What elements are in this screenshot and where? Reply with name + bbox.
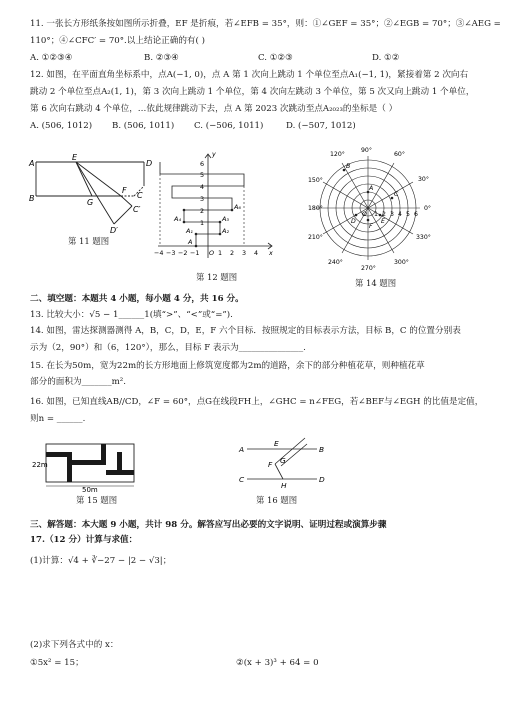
fig14-point-c: C (394, 191, 399, 198)
q11-line1: 11. 一张长方形纸条按如图所示折叠，EF 是折痕，若∠EFB = 35°，则：①∠GEF = 35°；②∠EGB = 70°；③∠AEG = (30, 19, 501, 29)
fig12-label-a4: A₄ (174, 215, 181, 223)
fig14-angle-120: 120° (330, 151, 345, 158)
q12-option-d: D. (−507, 1012) (286, 121, 356, 131)
q13-text: 13. 比较大小：√5 − 1______1(填“>”、“<”或“=”). (30, 310, 233, 320)
q12-option-c: C. (−506, 1011) (194, 121, 264, 131)
fig15-height-label: 22m (32, 461, 48, 469)
q15-line1: 15. 在长为50m，宽为22m的长方形地面上修筑宽度都为2m的道路，余下的部分种植花草，则种植花草 (30, 361, 425, 371)
fig16-label-c: C (239, 475, 245, 484)
q12-line1: 12. 如图，在平面直角坐标系中，点A(−1, 0)，点 A 第 1 次向上跳动 1 个单位至点A₁(−1, 1)，紧接着第 2 次向右 (30, 70, 469, 80)
fig12-ytick: 2 (200, 207, 205, 215)
fig14-angle-30: 30° (418, 176, 429, 183)
q17-part2a: ①5x² = 15； (30, 658, 84, 668)
fig12-ytick: 3 (200, 195, 205, 203)
fig12-xtick: 4 (254, 249, 259, 257)
fig12-diagram (152, 148, 277, 263)
q12-line2: 跳动 2 个单位至点A₂(1, 1)，第 3 次向上跳动 1 个单位，第 4 次向左跳动 3 个单位，第 5 次又向上跳动 1 个单位， (30, 87, 475, 97)
q15-line2: 部分的面积为_______m². (30, 377, 126, 387)
fig11-label-a: A (29, 159, 35, 168)
fig12-xtick: 3 (242, 249, 247, 257)
fig16-diagram (235, 436, 335, 494)
fig14-radius-3: 3 (390, 211, 394, 218)
fig14-angle-300: 300° (394, 259, 409, 266)
fig14-point-f: F (369, 223, 373, 230)
q17-title: 17.（12 分）计算与求值： (30, 535, 138, 545)
fig12-origin-label: O (209, 249, 215, 257)
fig16-label-a: A (239, 445, 245, 454)
fig14-angle-240: 240° (328, 259, 343, 266)
q16-line1: 16. 如图，已知直线AB//CD，∠F = 60°，点G在线段FH上，∠GHC = n∠FEG，若∠BEF与∠EGH 的比值是定值， (30, 397, 484, 407)
fig16-caption: 第 16 题图 (256, 495, 298, 505)
fig14-radar (308, 146, 438, 276)
fig11-caption: 第 11 题图 (68, 236, 110, 246)
fig12-ytick: 1 (200, 219, 205, 227)
fig11-diagram (28, 152, 158, 240)
fig14-point-b: B (346, 163, 351, 170)
q11-option-b: B. ②③④ (144, 53, 179, 63)
fig12-y-axis-label: y (212, 150, 216, 158)
fig11-label-c-prime: C′ (133, 205, 141, 214)
fig14-angle-330: 330° (416, 234, 431, 241)
fig12-label-a: A (188, 238, 193, 246)
fig16-label-d: D (319, 475, 325, 484)
fig14-radius-1: 1 (374, 211, 378, 218)
fig11-label-f: F (122, 186, 127, 195)
fig16-label-g: G (280, 456, 286, 465)
fig12-xtick: −2 (178, 249, 188, 257)
fig12-xtick: −1 (190, 249, 200, 257)
fig15-caption: 第 15 题图 (76, 495, 118, 505)
fig12-label-a3: A₃ (222, 215, 229, 223)
fig11-label-e: E (72, 153, 78, 162)
fig11-label-d: D (146, 159, 153, 168)
fig14-point-e: E (381, 218, 385, 225)
fig12-label-a2: A₂ (222, 227, 229, 235)
q11-option-d: D. ①② (372, 53, 400, 63)
fig14-caption: 第 14 题图 (355, 278, 397, 288)
fig14-radius-4: 4 (398, 211, 402, 218)
q11-option-c: C. ①②③ (258, 53, 293, 63)
fig16-label-e: E (274, 439, 279, 448)
q11-line2: 110°；④∠CFC′ = 70°.以上结论正确的有( ) (30, 36, 205, 46)
fig16-label-f: F (268, 460, 273, 469)
q17-part2b: ②(x + 3)³ + 64 = 0 (236, 658, 319, 668)
q17-part2: (2)求下列各式中的 x： (30, 640, 119, 650)
q12-line3: 第 6 次向右跳动 4 个单位，…依此规律跳动下去，点 A 第 2023 次跳动至点A₂₀₂₃的坐标是（ ） (30, 104, 398, 114)
q11-option-a: A. ①②③④ (30, 53, 73, 63)
q12-option-a: A. (506, 1012) (30, 121, 93, 131)
q12-option-b: B. (506, 1011) (112, 121, 175, 131)
section2-header: 二、填空题：本题共 4 小题，每小题 4 分，共 16 分。 (30, 294, 244, 304)
fig16-label-b: B (319, 445, 325, 454)
fig14-angle-210: 210° (308, 234, 323, 241)
fig14-origin: O (362, 211, 367, 218)
fig12-caption: 第 12 题图 (196, 272, 238, 282)
q11-options (30, 53, 399, 64)
fig12-ytick: 5 (200, 171, 205, 179)
fig12-label-a1: A₁ (186, 227, 193, 235)
fig12-ytick: 4 (200, 183, 205, 191)
q12-options (30, 121, 356, 132)
fig14-radius-6: 6 (414, 211, 418, 218)
section3-header: 三、解答题：本大题 9 小题，共计 98 分。解答应写出必要的文字说明、证明过程或演算步骤 (30, 520, 387, 530)
fig11-label-c: C (137, 191, 143, 200)
fig14-point-a: A (369, 185, 374, 192)
fig14-radius-2: 2 (382, 211, 386, 218)
fig11-label-g: G (87, 198, 94, 207)
fig15-width-label: 50m (82, 486, 98, 492)
fig11-label-b: B (29, 194, 35, 203)
fig12-ytick: 6 (200, 160, 205, 168)
fig14-angle-90: 90° (361, 147, 372, 154)
fig11-label-d-prime: D′ (110, 226, 118, 235)
fig16-label-h: H (281, 481, 287, 490)
q17-part1: (1)计算：√4 + ∛−27 − |2 − √3|； (30, 556, 172, 566)
fig12-xtick: 1 (218, 249, 223, 257)
fig12-xtick: 2 (230, 249, 235, 257)
fig14-angle-60: 60° (394, 151, 405, 158)
q14-line2: 示为（2，90°）和（6，120°），那么，目标 F 表示为_______________. (30, 343, 306, 353)
q16-line2: 则n = ______. (30, 414, 86, 424)
fig14-radius-5: 5 (406, 211, 410, 218)
fig14-point-d: D (351, 218, 356, 225)
fig14-angle-180: 180° (308, 205, 323, 212)
fig14-angle-0: 0° (424, 205, 432, 212)
fig14-angle-270: 270° (361, 265, 376, 272)
fig12-xtick: −3 (166, 249, 176, 257)
fig14-angle-150: 150° (308, 177, 323, 184)
fig12-xtick: −4 (154, 249, 164, 257)
q14-line1: 14. 如图，雷达探测器测得 A，B，C，D，E，F 六个目标．按照规定的目标表示方法，目标 B，C 的位置分别表 (30, 326, 461, 336)
fig15-diagram (30, 440, 140, 492)
fig12-x-axis-label: x (269, 249, 273, 257)
fig12-label-a6: A₆ (234, 203, 241, 211)
